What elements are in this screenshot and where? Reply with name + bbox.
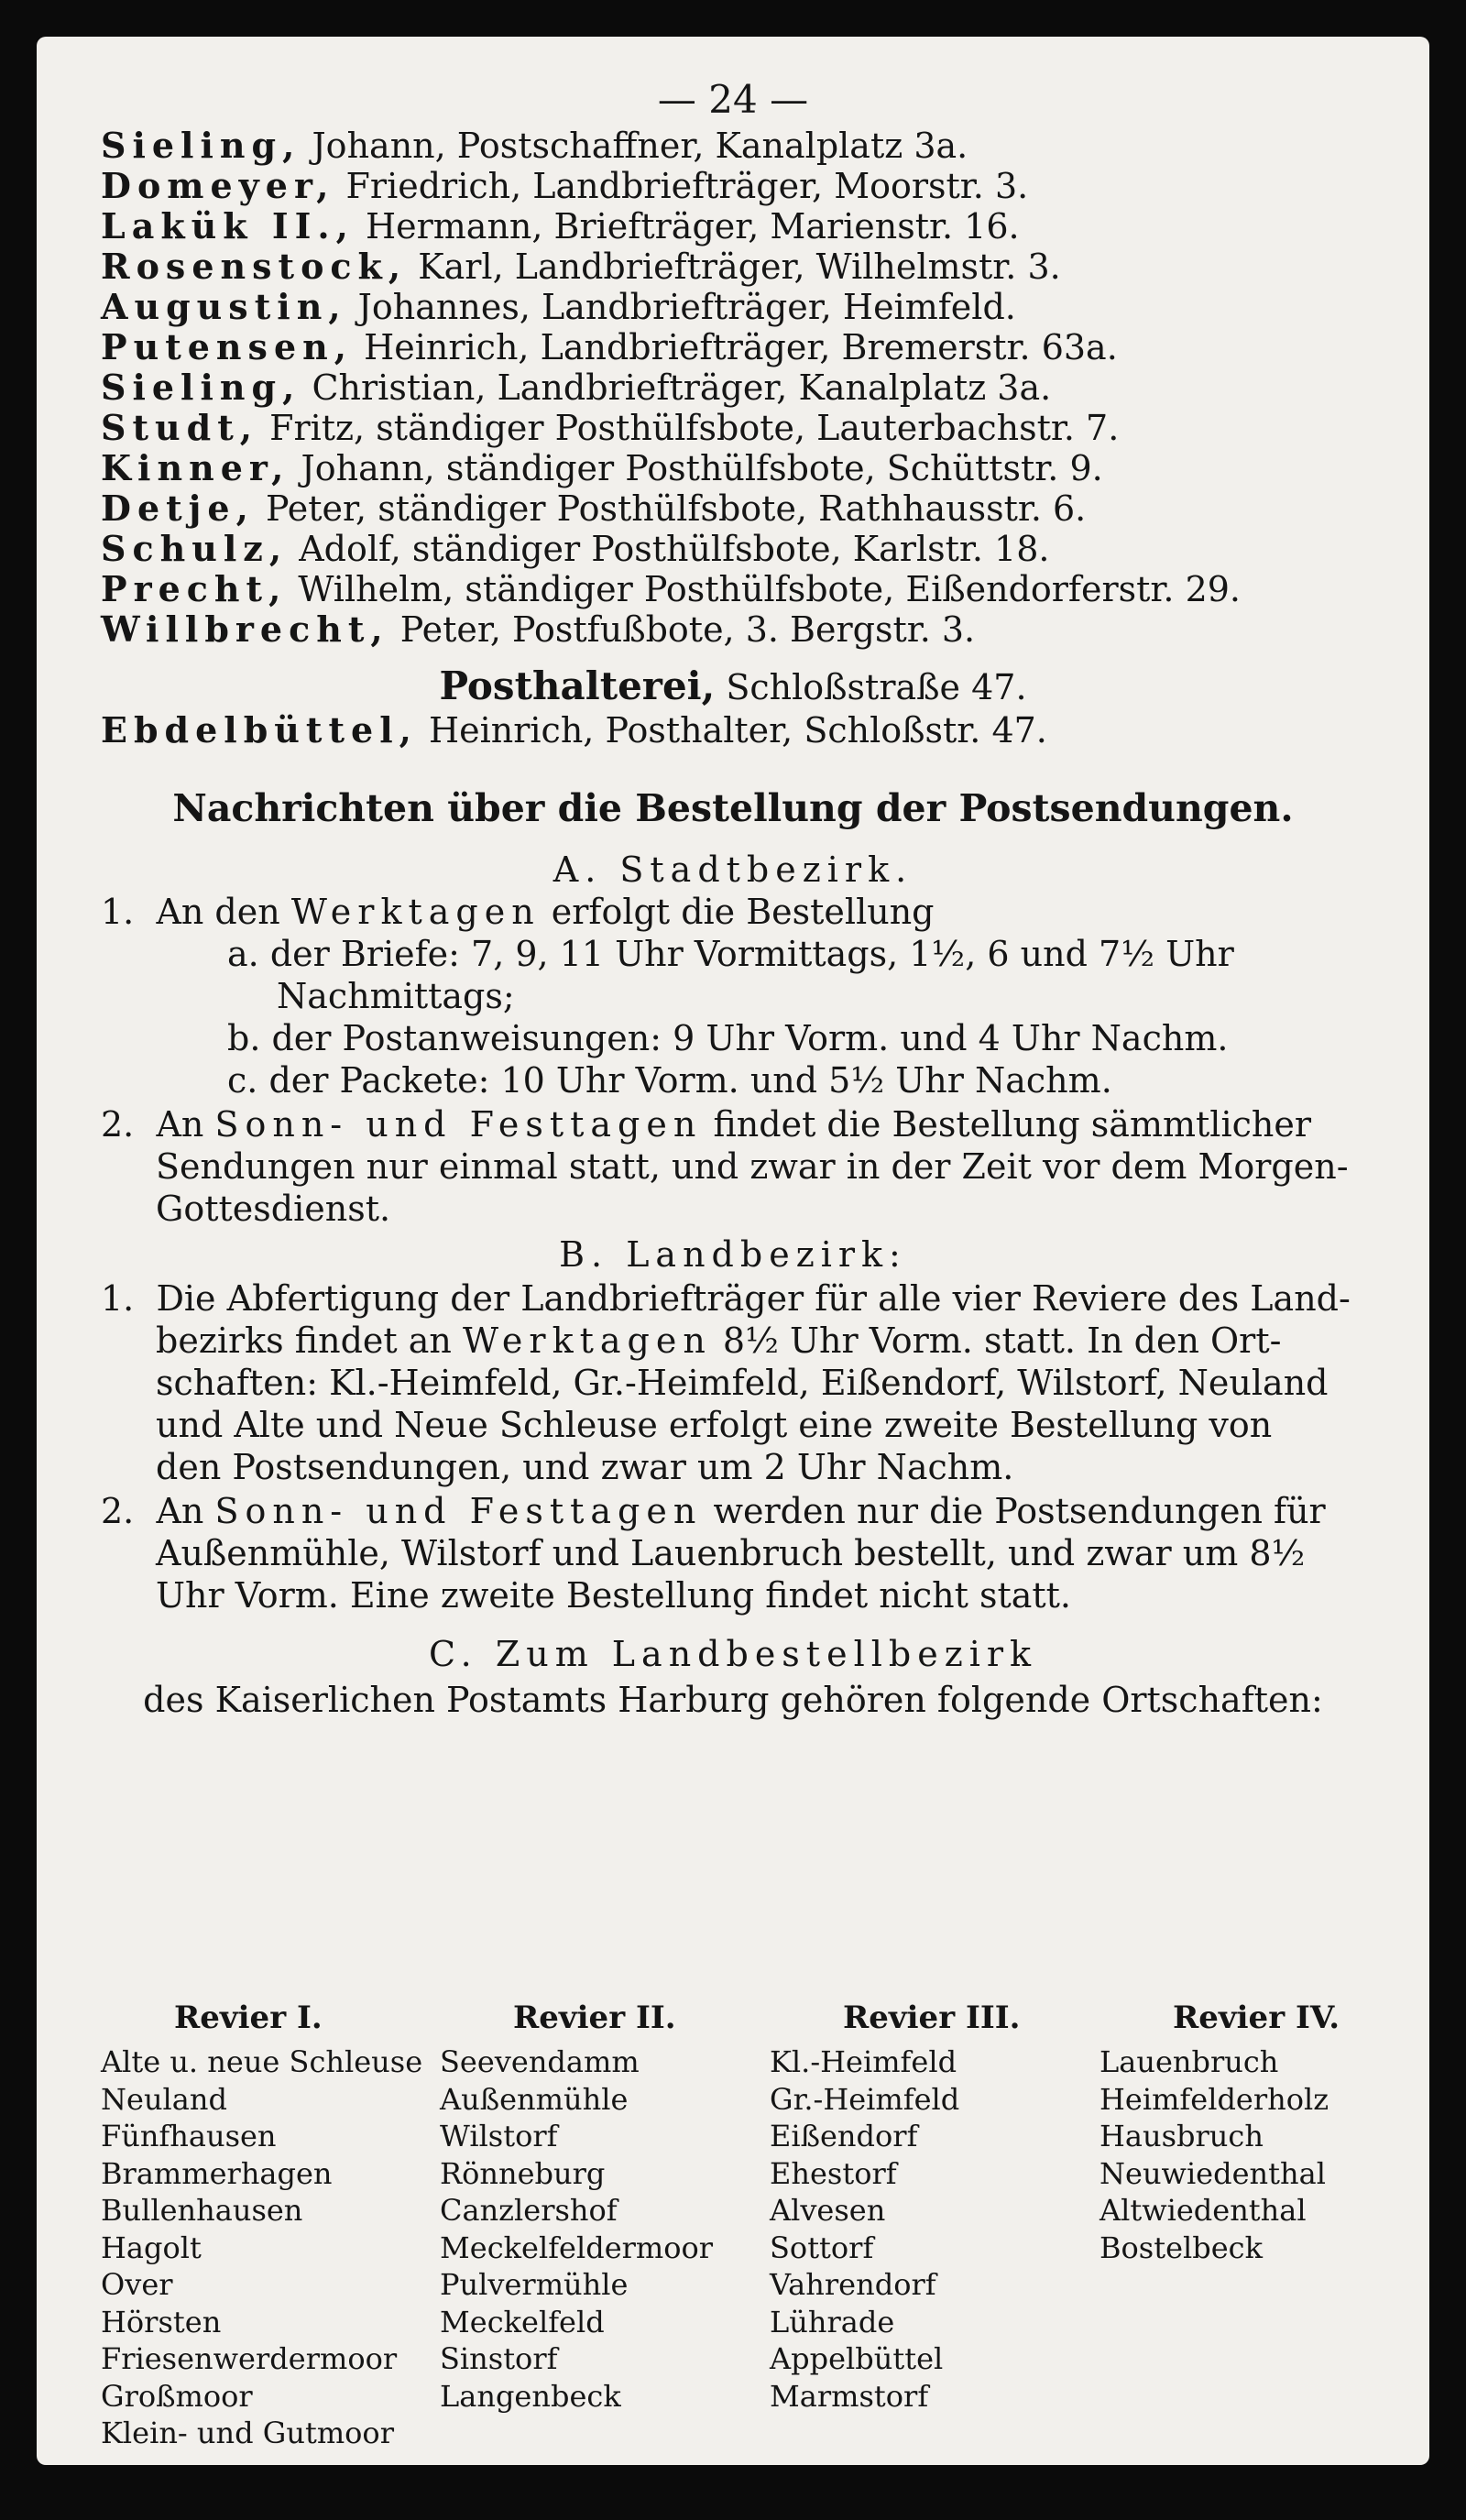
place-name: Seevendamm bbox=[440, 2044, 640, 2079]
section-b-item-1-cont: und Alte und Neue Schleuse erfolgt eine zweite Bestellung von bbox=[156, 1405, 1273, 1445]
place-name: Sottorf bbox=[770, 2230, 874, 2265]
staff-entry: Kinner, Johann, ständiger Posthülfsbote, Schüttstr. 9. bbox=[101, 447, 1103, 488]
place-name: Appelbüttel bbox=[770, 2341, 944, 2376]
place-name: Sinstorf bbox=[440, 2341, 558, 2376]
section-b-item-1-cont: schaften: Kl.-Heimfeld, Gr.-Heimfeld, Eißendorf, Wilstorf, Neuland bbox=[156, 1363, 1329, 1403]
staff-entry: Domeyer, Friedrich, Landbriefträger, Moorstr. 3. bbox=[101, 165, 1029, 206]
place-name: Alvesen bbox=[770, 2193, 886, 2228]
place-name: Bullenhausen bbox=[101, 2193, 303, 2228]
place-name: Neuwiedenthal bbox=[1100, 2155, 1326, 2191]
section-a-item-1b: b. der Postanweisungen: 9 Uhr Vorm. und 4 Uhr Nachm. bbox=[227, 1018, 1229, 1058]
section-c-heading: C. Zum Landbestellbezirk bbox=[428, 1634, 1038, 1674]
page-number: — 24 — bbox=[657, 77, 809, 122]
staff-entry: Rosenstock, Karl, Landbriefträger, Wilhelmstr. 3. bbox=[101, 246, 1061, 287]
staff-entry: Precht, Wilhelm, ständiger Posthülfsbote, Eißendorferstr. 29. bbox=[101, 568, 1242, 609]
place-name: Klein- und Gutmoor bbox=[101, 2416, 394, 2450]
place-name: Meckelfeldermoor bbox=[440, 2230, 714, 2265]
section-b-item-1-cont: bezirks findet an Werktagen 8½ Uhr Vorm. statt. In den Ort- bbox=[156, 1320, 1282, 1361]
staff-entry: Augustin, Johannes, Landbriefträger, Heimfeld. bbox=[101, 286, 1016, 327]
staff-entry: Sieling, Christian, Landbriefträger, Kanalplatz 3a. bbox=[101, 367, 1052, 408]
revier-column-2 bbox=[440, 2000, 713, 2415]
place-name: Brammerhagen bbox=[101, 2155, 333, 2191]
staff-entry: Putensen, Heinrich, Landbriefträger, Bremerstr. 63a. bbox=[101, 326, 1118, 367]
place-name: Altwiedenthal bbox=[1100, 2193, 1307, 2228]
section-a-item-1c: c. der Packete: 10 Uhr Vorm. und 5½ Uhr Nachm. bbox=[227, 1060, 1112, 1101]
revier-title: Revier IV. bbox=[1173, 2000, 1340, 2036]
posthalter-entry: Ebdelbüttel, Heinrich, Posthalter, Schloßstr. 47. bbox=[101, 709, 1047, 751]
place-name: Gr.-Heimfeld bbox=[770, 2081, 960, 2117]
place-name: Kl.-Heimfeld bbox=[770, 2044, 957, 2079]
section-a-item-1a-cont: Nachmittags; bbox=[277, 976, 515, 1016]
main-heading: Nachrichten über die Bestellung der Postsendungen. bbox=[172, 786, 1294, 830]
place-name: Meckelfeld bbox=[440, 2304, 605, 2339]
place-name: Pulvermühle bbox=[440, 2267, 629, 2302]
section-a-item-1a: a. der Briefe: 7, 9, 11 Uhr Vormittags, 1½, 6 und 7½ Uhr bbox=[227, 934, 1234, 974]
place-name: Langenbeck bbox=[440, 2378, 621, 2414]
staff-entry: Studt, Fritz, ständiger Posthülfsbote, Lauterbachstr. 7. bbox=[101, 407, 1120, 448]
revier-column-1 bbox=[101, 2000, 422, 2452]
place-name: Canzlershof bbox=[440, 2193, 618, 2228]
place-name: Großmoor bbox=[101, 2378, 253, 2414]
staff-entry: Detje, Peter, ständiger Posthülfsbote, Rathhausstr. 6. bbox=[101, 488, 1087, 529]
document-page bbox=[37, 37, 1429, 2465]
section-a-item-2-cont: Sendungen nur einmal statt, und zwar in der Zeit vor dem Morgen- bbox=[156, 1146, 1349, 1187]
revier-column-4 bbox=[1100, 2000, 1340, 2266]
place-name: Außenmühle bbox=[440, 2081, 629, 2117]
staff-entry: Schulz, Adolf, ständiger Posthülfsbote, Karlstr. 18. bbox=[101, 528, 1050, 569]
section-b-item-1: 1. Die Abfertigung der Landbriefträger für alle vier Reviere des Land- bbox=[101, 1278, 1351, 1319]
place-name: Wilstorf bbox=[440, 2119, 558, 2153]
place-name: Bostelbeck bbox=[1100, 2230, 1263, 2265]
staff-entry: Lakük II., Hermann, Briefträger, Marienstr. 16. bbox=[101, 205, 1020, 247]
revier-title: Revier II. bbox=[513, 2000, 676, 2036]
section-b-item-2-cont: Uhr Vorm. Eine zweite Bestellung findet nicht statt. bbox=[156, 1575, 1071, 1616]
place-name: Hörsten bbox=[101, 2304, 222, 2339]
place-name: Eißendorf bbox=[770, 2119, 918, 2153]
section-b-item-1-cont: den Postsendungen, und zwar um 2 Uhr Nachm. bbox=[156, 1447, 1014, 1487]
posthalterei-heading: Posthalterei, Schloßstraße 47. bbox=[439, 663, 1027, 708]
place-name: Neuland bbox=[101, 2081, 227, 2117]
place-name: Fünfhausen bbox=[101, 2119, 277, 2153]
place-name: Alte u. neue Schleuse bbox=[101, 2044, 423, 2079]
place-name: Lauenbruch bbox=[1100, 2044, 1279, 2079]
section-c-subheading: des Kaiserlichen Postamts Harburg gehören folgende Ortschaften: bbox=[143, 1680, 1323, 1720]
section-a-item-2: 2. An Sonn- und Festtagen findet die Bestellung sämmtlicher bbox=[101, 1104, 1312, 1145]
section-a-item-2-cont: Gottesdienst. bbox=[156, 1189, 391, 1229]
revier-column-3 bbox=[770, 2000, 1021, 2415]
section-b-heading: B. Landbezirk: bbox=[559, 1234, 907, 1275]
place-name: Vahrendorf bbox=[770, 2267, 936, 2302]
section-a-heading: A. Stadtbezirk. bbox=[552, 849, 914, 890]
revier-title: Revier III. bbox=[843, 2000, 1021, 2036]
place-name: Lührade bbox=[770, 2304, 895, 2339]
place-name: Heimfelderholz bbox=[1100, 2081, 1329, 2117]
staff-entry: Willbrecht, Peter, Postfußbote, 3. Bergstr. 3. bbox=[101, 608, 976, 650]
place-name: Hagolt bbox=[101, 2230, 202, 2265]
section-b-item-2-cont: Außenmühle, Wilstorf und Lauenbruch bestellt, und zwar um 8½ bbox=[156, 1533, 1306, 1573]
revier-title: Revier I. bbox=[174, 2000, 323, 2036]
place-name: Marmstorf bbox=[770, 2378, 929, 2414]
place-name: Rönneburg bbox=[440, 2155, 606, 2191]
section-a-item-1: 1. An den Werktagen erfolgt die Bestellung bbox=[101, 892, 935, 932]
place-name: Hausbruch bbox=[1100, 2119, 1264, 2153]
staff-entry: Sieling, Johann, Postschaffner, Kanalplatz 3a. bbox=[101, 125, 968, 166]
place-name: Ehestorf bbox=[770, 2155, 897, 2191]
place-name: Friesenwerdermoor bbox=[101, 2341, 398, 2376]
section-b-item-2: 2. An Sonn- und Festtagen werden nur die Postsendungen für bbox=[101, 1491, 1326, 1531]
place-name: Over bbox=[101, 2267, 173, 2302]
